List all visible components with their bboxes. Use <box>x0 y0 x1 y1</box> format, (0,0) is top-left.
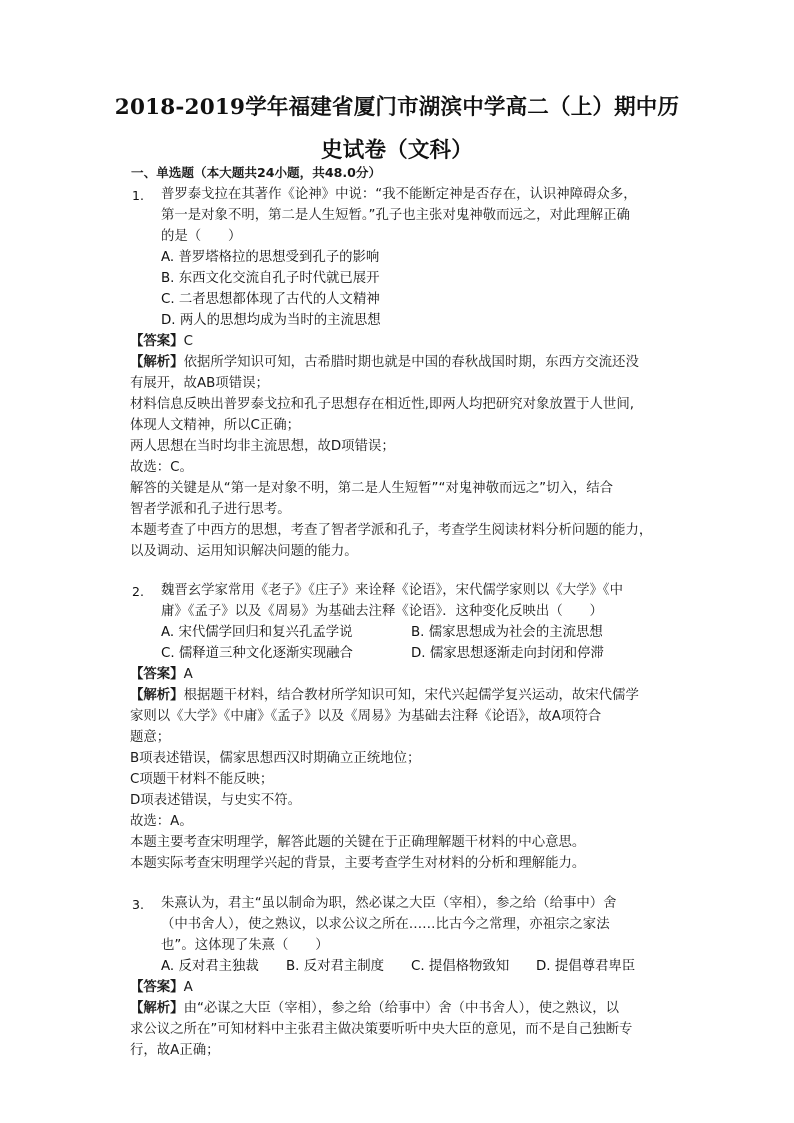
option-c: C. 儒释道三种文化逐渐实现融合 <box>161 646 353 661</box>
question-stem-line: 的是（ ） <box>161 229 242 244</box>
question-stem-line: 也”。这体现了朱熹（ ） <box>161 938 329 953</box>
analysis-text: 依据所学知识可知，古希腊时期也就是中国的春秋战国时期，东西方交流还没 <box>183 355 639 370</box>
answer-value: C <box>183 334 193 349</box>
analysis-line: 以及调动、运用知识解决问题的能力。 <box>130 544 358 559</box>
analysis-line: 家则以《大学》《中庸》《孟子》以及《周易》为基础去注释《论语》，故A项符合 <box>130 709 602 724</box>
analysis-line: 材料信息反映出普罗泰戈拉和孔子思想存在相近性,即两人均把研究对象放置于人世间, <box>130 397 634 412</box>
option-a: A. 宋代儒学回归和复兴孔孟学说 <box>161 625 353 640</box>
analysis-line: 故选：A。 <box>130 814 193 829</box>
analysis-line: 题意； <box>130 730 171 745</box>
analysis-line: 本题考查了中西方的思想，考查了智者学派和孔子，考查学生阅读材料分析问题的能力， <box>130 523 653 538</box>
question-number: 3. <box>132 897 144 912</box>
option-d: D. 提倡尊君卑臣 <box>536 959 636 974</box>
option-d: D. 儒家思想逐渐走向封闭和停滞 <box>411 646 604 661</box>
analysis-line: C项题干材料不能反映； <box>130 772 274 787</box>
option-b: B. 儒家思想成为社会的主流思想 <box>411 625 603 640</box>
analysis-line <box>130 687 639 705</box>
answer-tag: 【答案】 <box>130 980 184 995</box>
analysis-tag: 【解析】 <box>130 355 184 370</box>
answer-line <box>130 333 193 351</box>
analysis-line: 行，故A正确； <box>130 1043 220 1058</box>
analysis-line: 故选：C。 <box>130 460 193 475</box>
analysis-line: 本题实际考查宋明理学兴起的背景，主要考查学生对材料的分析和理解能力。 <box>130 856 586 871</box>
analysis-line <box>130 1000 619 1018</box>
option-d: D. 两人的思想均成为当时的主流思想 <box>161 313 381 328</box>
option-a: A. 普罗塔格拉的思想受到孔子的影响 <box>161 250 380 265</box>
analysis-line: 本题主要考查宋明理学，解答此题的关键在于正确理解题干材料的中心意思。 <box>130 835 586 850</box>
option-c: C. 提倡格物致知 <box>411 959 510 974</box>
answer-tag: 【答案】 <box>130 667 184 682</box>
question-number: 1. <box>132 188 144 203</box>
section-heading: 一、单选题（本大题共24小题，共48.0分） <box>131 165 382 180</box>
option-a: A. 反对君主独裁 <box>161 959 259 974</box>
option-b: B. 东西文化交流自孔子时代就已展开 <box>161 271 380 286</box>
analysis-line: 体现人文精神，所以C正确； <box>130 418 301 433</box>
answer-value: A <box>183 667 193 682</box>
answer-tag: 【答案】 <box>130 334 184 349</box>
question-stem-line: 朱熹认为，君主“虽以制命为职，然必谋之大臣（宰相），参之给（给事中）舍 <box>161 896 617 911</box>
analysis-text: 由“必谋之大臣（宰相），参之给（给事中）舍（中书舍人），使之熟议，以 <box>183 1001 619 1016</box>
analysis-line: B项表述错误，儒家思想西汉时期确立正统地位； <box>130 751 421 766</box>
option-b: B. 反对君主制度 <box>286 959 385 974</box>
analysis-tag: 【解析】 <box>130 1001 184 1016</box>
answer-line <box>130 979 193 997</box>
question-stem-line: （中书舍人），使之熟议，以求公议之所在……比古今之常理，亦祖宗之家法 <box>161 917 610 932</box>
question-stem-line: 普罗泰戈拉在其著作《论神》中说：“我不能断定神是否存在，认识神障碍众多， <box>161 187 637 202</box>
exam-title-line-1: 2018-2019学年福建省厦门市湖滨中学高二（上）期中历 <box>114 95 680 120</box>
answer-line <box>130 666 193 684</box>
question-stem-line: 魏晋玄学家常用《老子》《庄子》来诠释《论语》，宋代儒学家则以《大学》《中 <box>161 583 623 598</box>
analysis-line <box>130 354 639 372</box>
analysis-line: 有展开，故AB项错误； <box>130 376 269 391</box>
exam-title-line-2: 史试卷（文科） <box>321 138 473 163</box>
question-stem-line: 庸》《孟子》以及《周易》为基础去注释《论语》．这种变化反映出（ ） <box>161 604 603 619</box>
analysis-line: 智者学派和孔子进行思考。 <box>130 502 291 517</box>
analysis-line: 求公议之所在”可知材料中主张君主做决策要听听中央大臣的意见，而不是自己独断专 <box>130 1022 633 1037</box>
answer-value: A <box>183 980 193 995</box>
question-number: 2. <box>132 584 144 599</box>
analysis-line: 两人思想在当时均非主流思想，故D项错误； <box>130 439 395 454</box>
analysis-tag: 【解析】 <box>130 688 184 703</box>
question-stem-line: 第一是对象不明，第二是人生短暂。”孔子也主张对鬼神敬而远之，对此理解正确 <box>161 208 630 223</box>
analysis-line: D项表述错误，与史实不符。 <box>130 793 301 808</box>
analysis-text: 根据题干材料，结合教材所学知识可知，宋代兴起儒学复兴运动，故宋代儒学 <box>183 688 639 703</box>
analysis-line: 解答的关键是从“第一是对象不明，第二是人生短暂”“对鬼神敬而远之”切入，结合 <box>130 481 614 496</box>
option-c: C. 二者思想都体现了古代的人文精神 <box>161 292 380 307</box>
